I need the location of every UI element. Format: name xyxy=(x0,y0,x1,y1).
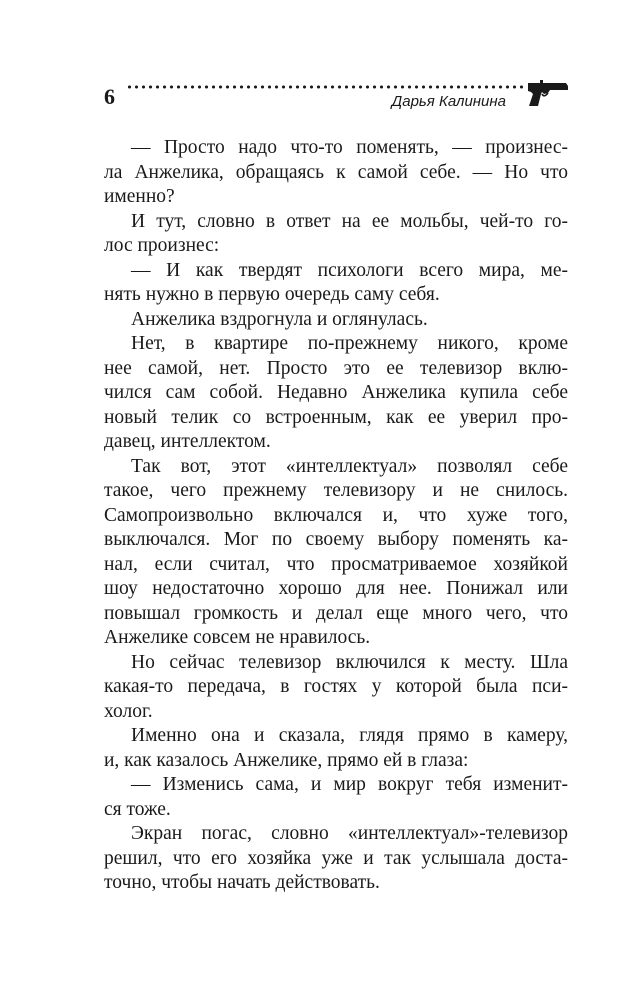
page-number: 6 xyxy=(104,84,115,109)
text-line: нее самой, нет. Просто это ее телевизор вклю- xyxy=(104,357,568,379)
text-line: именно? xyxy=(104,186,175,207)
text-line: — Изменись сама, и мир вокруг тебя изменит- xyxy=(131,774,568,795)
text-line: ла Анжелика, обращаясь к самой себе. — Но что xyxy=(104,161,568,183)
text-line: ся тоже. xyxy=(104,798,171,820)
text-line: чился сам собой. Недавно Анжелика купила себе xyxy=(104,382,568,403)
text-line: какая-то передача, в гостях у которой была пси- xyxy=(104,676,568,697)
text-line: Анжелика вздрогнула и оглянулась. xyxy=(131,308,428,330)
text-line: Экран погас, словно «интеллектуал»-телевизор xyxy=(131,823,568,844)
body-text xyxy=(104,136,568,896)
text-line: шоу недостаточно хорошо для нее. Понижал или xyxy=(104,578,568,599)
text-line: — И как твердят психологи всего мира, ме- xyxy=(131,259,568,281)
text-line: выключался. Мог по своему выбору поменять ка- xyxy=(104,529,568,550)
text-line: Именно она и сказала, глядя прямо в камеру, xyxy=(131,725,568,746)
text-line: и, как казалось Анжелике, прямо ей в глаза: xyxy=(104,749,469,771)
revolver-icon xyxy=(526,78,570,108)
text-line: И тут, словно в ответ на ее мольбы, чей-то го- xyxy=(131,210,568,232)
text-line: нал, если считал, что просматриваемое хозяйкой xyxy=(104,553,568,575)
text-line: давец, интеллектом. xyxy=(104,431,271,452)
text-line: — Просто надо что-то поменять, — произнес- xyxy=(131,137,568,158)
text-line: нять нужно в первую очередь саму себя. xyxy=(104,284,440,305)
text-line: Самопроизвольно включался и, что хуже того, xyxy=(104,504,568,526)
text-line: лос произнес: xyxy=(104,235,220,256)
dotted-leader xyxy=(126,84,524,90)
text-line: Анжелике совсем не нравилось. xyxy=(104,627,371,648)
text-line: новый телик со встроенным, как ее уверил про- xyxy=(104,406,568,428)
text-line: такое, чего прежнему телевизору и не снилось. xyxy=(104,480,568,501)
text-line: Нет, в квартире по-прежнему никого, кроме xyxy=(131,333,568,354)
text-line: холог. xyxy=(104,700,153,722)
author-name: Дарья Калинина xyxy=(391,93,506,110)
text-line: повышал громкость и делал еще много чего, что xyxy=(104,602,568,624)
running-header xyxy=(104,78,568,118)
text-line: Так вот, этот «интеллектуал» позволял себе xyxy=(131,455,568,477)
text-line: Но сейчас телевизор включился к месту. Шла xyxy=(131,651,568,673)
text-line: решил, что его хозяйка уже и так услышала доста- xyxy=(104,847,568,869)
text-line: точно, чтобы начать действовать. xyxy=(104,872,380,893)
